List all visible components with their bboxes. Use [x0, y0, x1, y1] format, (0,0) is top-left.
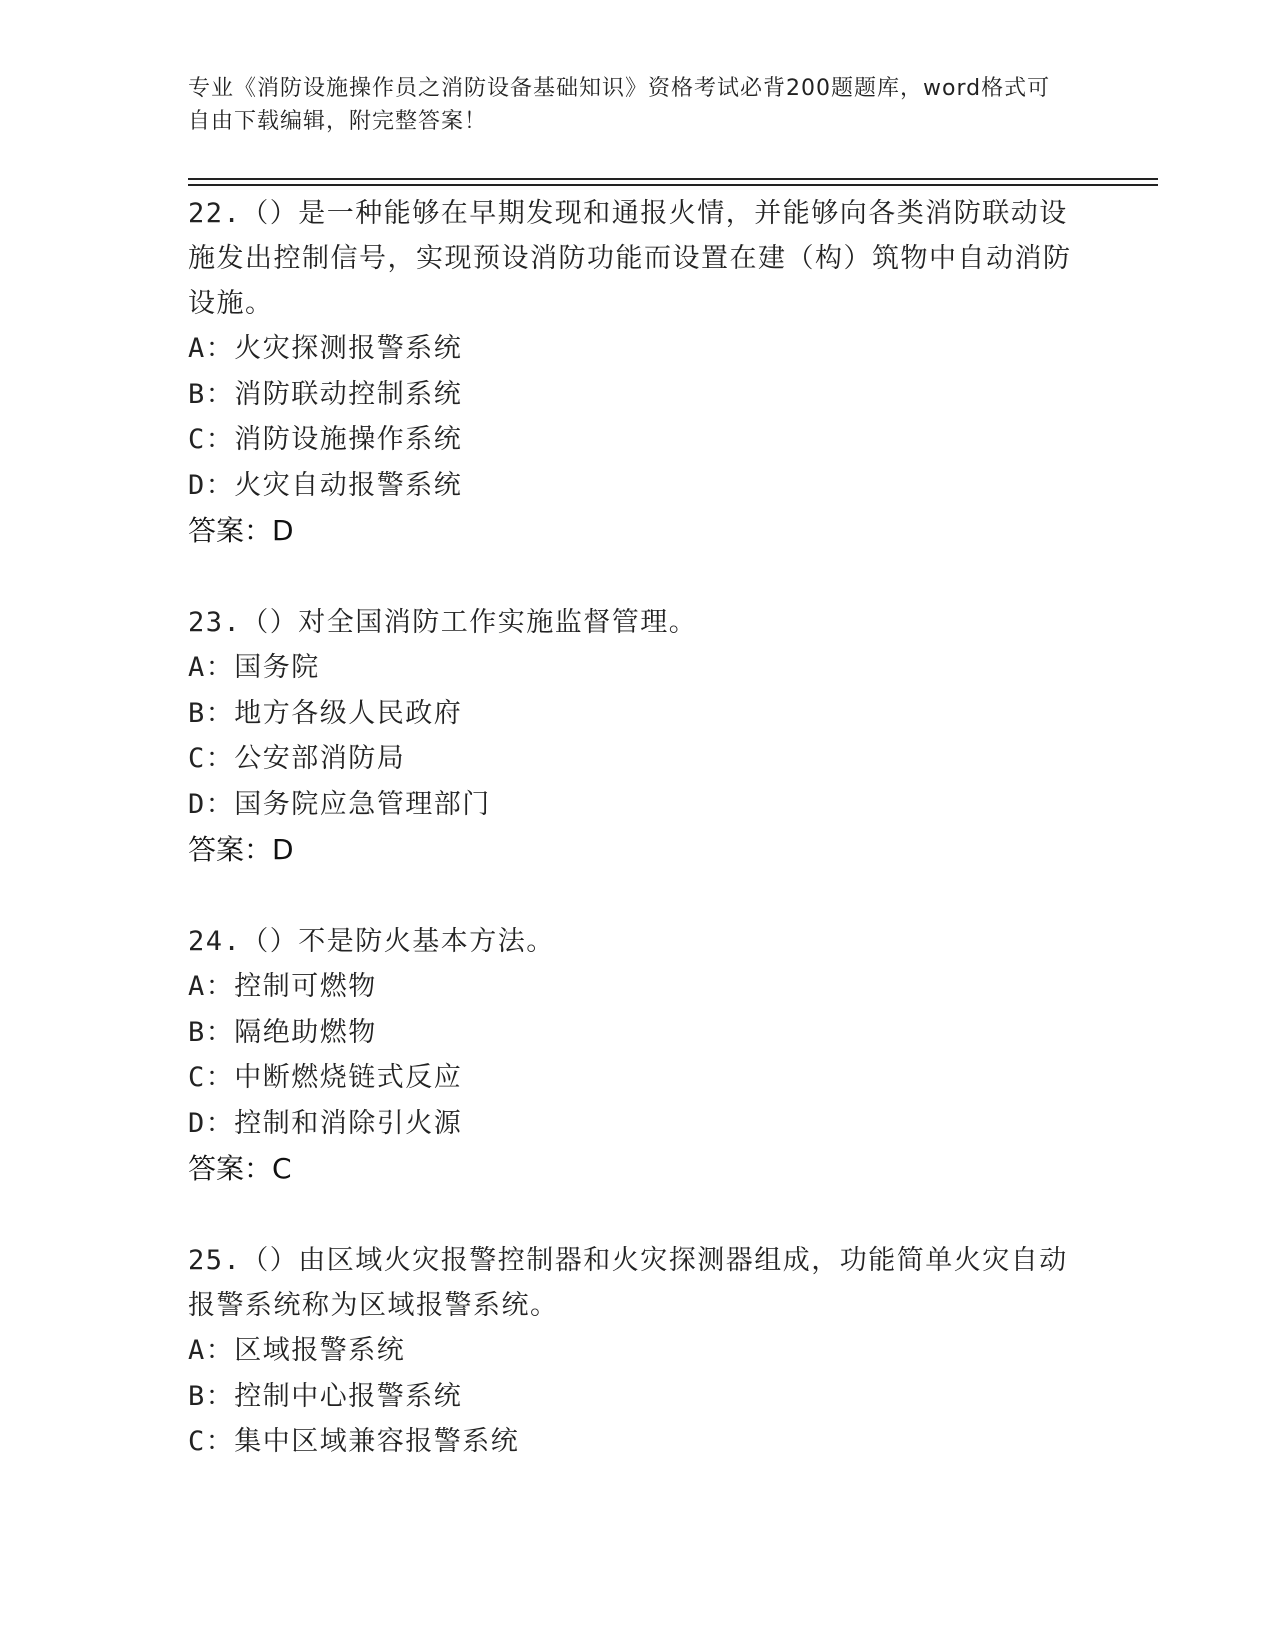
answer: 答案：D: [188, 833, 294, 866]
header-rule-bottom: [188, 184, 1158, 186]
question-24: [188, 919, 1088, 1192]
option-c: C：公安部消防局: [188, 743, 406, 774]
option-c: C：中断燃烧链式反应: [188, 1062, 463, 1093]
question-22: [188, 191, 1088, 554]
option-b: B：隔绝助燃物: [188, 1016, 377, 1048]
question-stem: 24.（）不是防火基本方法。: [188, 926, 555, 957]
answer: 答案：C: [188, 1152, 292, 1185]
option-a: A：控制可燃物: [188, 971, 377, 1002]
question-stem: 23.（）对全国消防工作实施监督管理。: [188, 607, 698, 638]
option-d: D：火灾自动报警系统: [188, 469, 463, 501]
question-25: [188, 1238, 1088, 1465]
option-b: B：消防联动控制系统: [188, 378, 463, 410]
option-b: B：地方各级人民政府: [188, 697, 463, 729]
question-list: [188, 191, 1088, 1511]
document-page: [188, 0, 1158, 1650]
answer: 答案：D: [188, 514, 294, 547]
question-stem: 25.（）由区域火灾报警控制器和火灾探测器组成，功能简单火灾自动报警系统称为区域报警系统。: [188, 1245, 1068, 1321]
option-a: A：火灾探测报警系统: [188, 333, 463, 364]
document-header: 专业《消防设施操作员之消防设备基础知识》资格考试必背200题题库，word格式可自由下载编辑，附完整答案！: [188, 76, 1051, 134]
option-a: A：国务院: [188, 652, 320, 683]
question-23: [188, 600, 1088, 873]
header-rule-top: [188, 178, 1158, 180]
option-c: C：集中区域兼容报警系统: [188, 1426, 520, 1457]
option-b: B：控制中心报警系统: [188, 1380, 463, 1412]
question-stem: 22.（）是一种能够在早期发现和通报火情，并能够向各类消防联动设施发出控制信号，实现预设消防功能而设置在建（构）筑物中自动消防设施。: [188, 198, 1072, 319]
option-c: C：消防设施操作系统: [188, 424, 463, 455]
option-d: D：国务院应急管理部门: [188, 788, 491, 820]
option-d: D：控制和消除引火源: [188, 1107, 463, 1139]
option-a: A：区域报警系统: [188, 1335, 406, 1366]
